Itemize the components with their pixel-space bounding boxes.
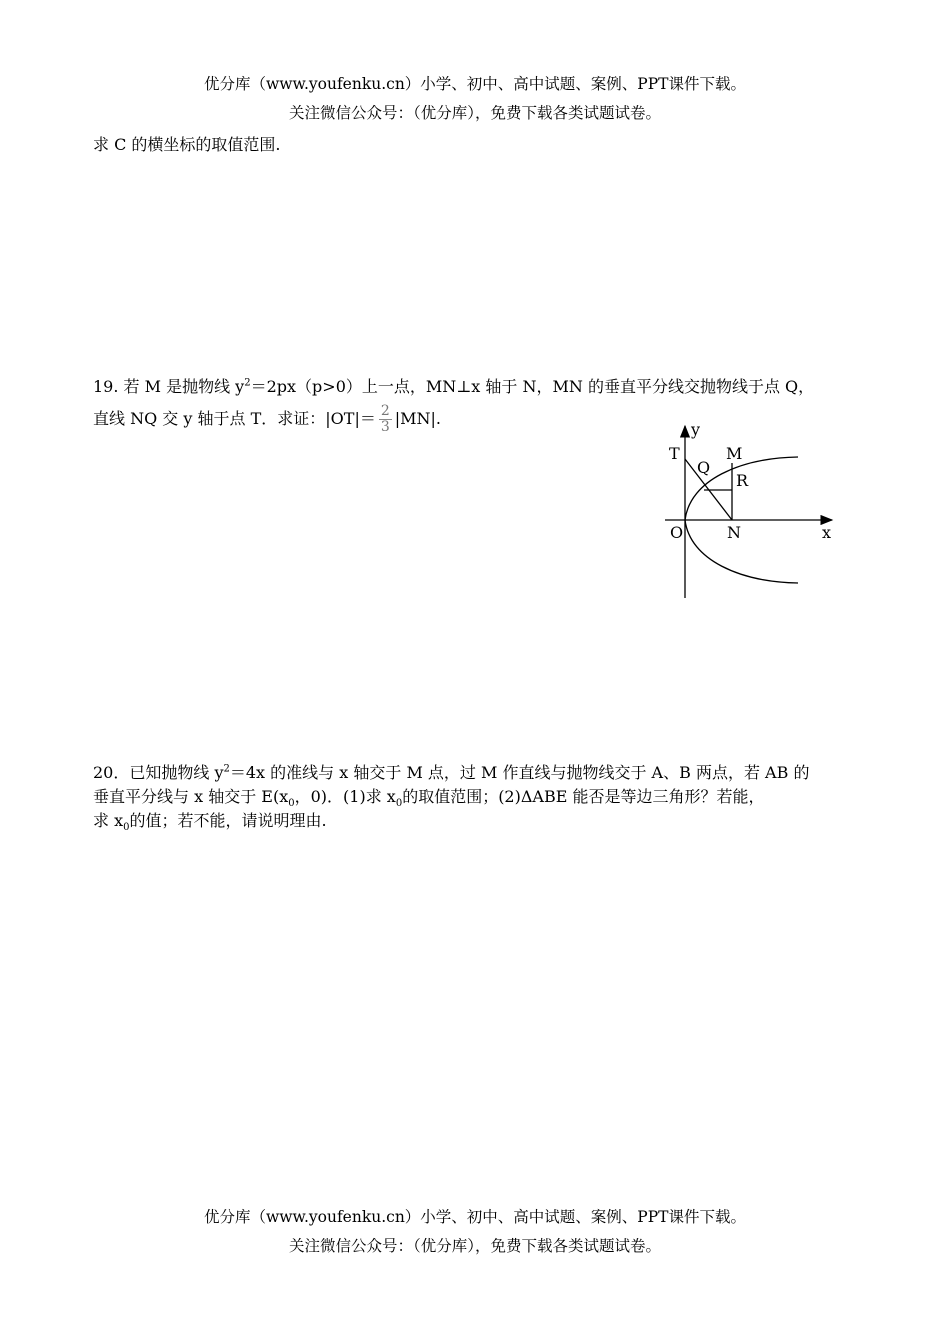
footer-line-1: 优分库（www.youfenku.cn）小学、初中、高中试题、案例、PPT课件下载。 [203,1208,747,1226]
q20-line2-part-c: 的取值范围；(2)ΔABE 能否是等边三角形？若能， [402,787,765,806]
q20-line1-part-b: ＝4x 的准线与 x 轴交于 M 点，过 M 作直线与抛物线交于 A、B 两点，若 AB 的 [229,763,810,782]
q20-line2-part-b: ，0)．(1)求 x [294,787,396,806]
q19-line1-sup: 2 [244,377,251,389]
q20-line3-part-b: 的值；若不能，请说明理由. [129,811,327,830]
q20-line2-sub-2: 0 [395,798,403,810]
q19-line-2 [93,404,441,435]
label-R: R [736,471,749,490]
label-O: O [670,523,684,542]
q20-line2-sub: 0 [288,798,295,810]
label-T: T [669,444,680,463]
q20-line-2 [93,784,765,809]
q19-line1-part-a: 19. 若 M 是抛物线 y [93,377,245,396]
q20-line-1 [93,760,809,783]
q19-line1-part-b: ＝2px（p>0）上一点，MN⊥x 轴于 N，MN 的垂直平分线交抛物线于点 Q， [250,377,815,396]
parabola-figure [660,420,845,605]
q20-line-3 [93,808,327,833]
header-line-2: 关注微信公众号：（优分库），免费下载各类试题试卷。 [288,104,661,122]
q20-line3-sub: 0 [123,822,130,834]
footer-line-2: 关注微信公众号：（优分库），免费下载各类试题试卷。 [288,1237,661,1255]
q20-line1-sup: 2 [223,763,230,775]
header-line-1: 优分库（www.youfenku.cn）小学、初中、高中试题、案例、PPT课件下载。 [203,75,747,93]
q19-line2-part-b: |MN|. [394,409,442,428]
q20-line2-part-a: 垂直平分线与 x 轴交于 E(x [93,787,289,806]
label-Q: Q [697,458,711,477]
q19-line2-part-a: 直线 NQ 交 y 轴于点 T．求证：|OT|＝ [93,409,376,428]
label-M: M [726,444,743,463]
q20-line1-part-a: 20．已知抛物线 y [93,763,224,782]
label-x: x [822,523,832,542]
label-y: y [691,420,701,439]
fraction-numerator: 2 [380,403,390,419]
label-N: N [727,523,741,542]
fraction-two-thirds [379,404,392,435]
fraction-denominator: 3 [380,419,390,435]
q20-line3-part-a: 求 x [93,811,124,830]
q18-tail-text: 求 C 的横坐标的取值范围. [93,135,281,154]
q19-line-1 [93,374,814,397]
